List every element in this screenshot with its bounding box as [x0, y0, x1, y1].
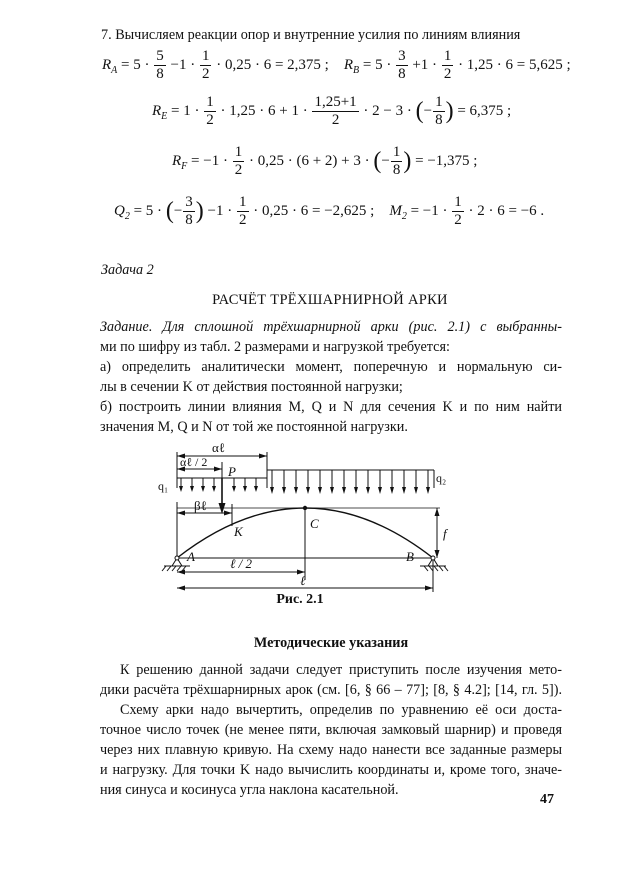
task-label: Задача 2: [101, 262, 154, 278]
method-line: ния синуса и косинуса угла наклона касательной.: [100, 782, 399, 798]
label-b: B: [406, 549, 414, 564]
label-p: P: [228, 464, 236, 479]
label-q2: q₂: [436, 471, 447, 485]
label-al: αℓ: [212, 440, 226, 455]
formula-rf: $R_F = -1$ · $\frac{1}{2}$ · 0,25 · (6 + 2) + 3 · (− $\frac{1}{8}$ ) = −1,375 ;: [172, 144, 478, 178]
label-a: A: [187, 549, 195, 564]
q1-arrows: [179, 478, 258, 492]
formula-re: $R_E = 1$ · $\frac{1}{2}$ · 1,25 · 6 + 1 · $\frac{1,25+1}{2}$ · 2 − 3 · (− $\frac{1}{8}$ ) = 6,375 ;: [152, 94, 512, 128]
formula-ra-rb: $R_A = 5$ · $\frac{5}{8}$ −1 · $\frac{1}{2}$ · 0,25 · 6 = 2,375 ; $R_B = 5$ · $\frac{3}{8}$ +1 · $\frac{1}{2}$ · 1,25 · 6 = 5,625 ;: [102, 48, 571, 82]
page-number: 47: [540, 792, 554, 807]
task-line: б) построить линии влияния M, Q и N для сечения K и по ним найти: [100, 399, 562, 415]
method-line: и нагрузку. Для точки K надо вычислить координаты и, кроме того, значе-: [100, 762, 562, 778]
label-al2: αℓ / 2: [180, 455, 208, 469]
crown-hinge-c: [303, 506, 307, 510]
task-line: ми по шифру из табл. 2 размерами и нагрузкой требуется:: [100, 339, 450, 355]
task-title: РАСЧЁТ ТРЁХШАРНИРНОЙ АРКИ: [212, 292, 448, 308]
task-line: значения M, Q и N от той же постоянной нагрузки.: [100, 419, 408, 435]
task-line-0: Задание. Для сплошной трёхшарнирной арки (рис. 2.1) с выбранны-: [100, 319, 562, 335]
label-bl: βℓ: [194, 498, 207, 513]
arch-diagram: [150, 440, 460, 600]
method-heading: Методические указания: [253, 635, 409, 651]
method-body: [100, 660, 562, 800]
task-line: лы в сечении K от действия постоянной нагрузки;: [100, 379, 403, 395]
label-l: ℓ: [300, 573, 306, 588]
label-f: f: [443, 526, 447, 541]
method-line: Схему арки надо вычертить, определив по уравнению её оси доста-: [120, 702, 562, 718]
label-c: C: [310, 516, 319, 531]
section-heading: 7. Вычисляем реакции опор и внутренние усилия по линиям влияния: [101, 27, 521, 43]
label-k: K: [234, 524, 243, 539]
task-body: [100, 317, 562, 437]
formula-q2-m2: $Q_2 = 5$ · (− $\frac{3}{8}$ ) −1 · $\frac{1}{2}$ · 0,25 · 6 = −2,625 ; $M_2 = -1$ · $\frac{1}{2}$ · 2 · 6 = −6 .: [114, 194, 545, 228]
label-l2: ℓ / 2: [230, 556, 253, 571]
method-line: дики расчёта трёхшарнирных арок (см. [6, § 66 – 77]; [8, § 4.2]; [14, гл. 5]).: [100, 682, 562, 698]
method-line: точное число точек (не менее пяти, включая замковый шарнир) и проведя: [100, 722, 562, 738]
task-line: а) определить аналитически момент, поперечную и нормальную си-: [100, 359, 562, 375]
q2-arrows: [270, 470, 430, 494]
figure-caption: Рис. 2.1: [276, 592, 324, 607]
method-line: через них плавную кривую. На схему надо нанести все заданные размеры: [100, 742, 562, 758]
method-line: К решению данной задачи следует приступить после изучения мето-: [120, 662, 562, 678]
label-q1: q₁: [158, 479, 169, 493]
task-line: [100, 317, 562, 337]
